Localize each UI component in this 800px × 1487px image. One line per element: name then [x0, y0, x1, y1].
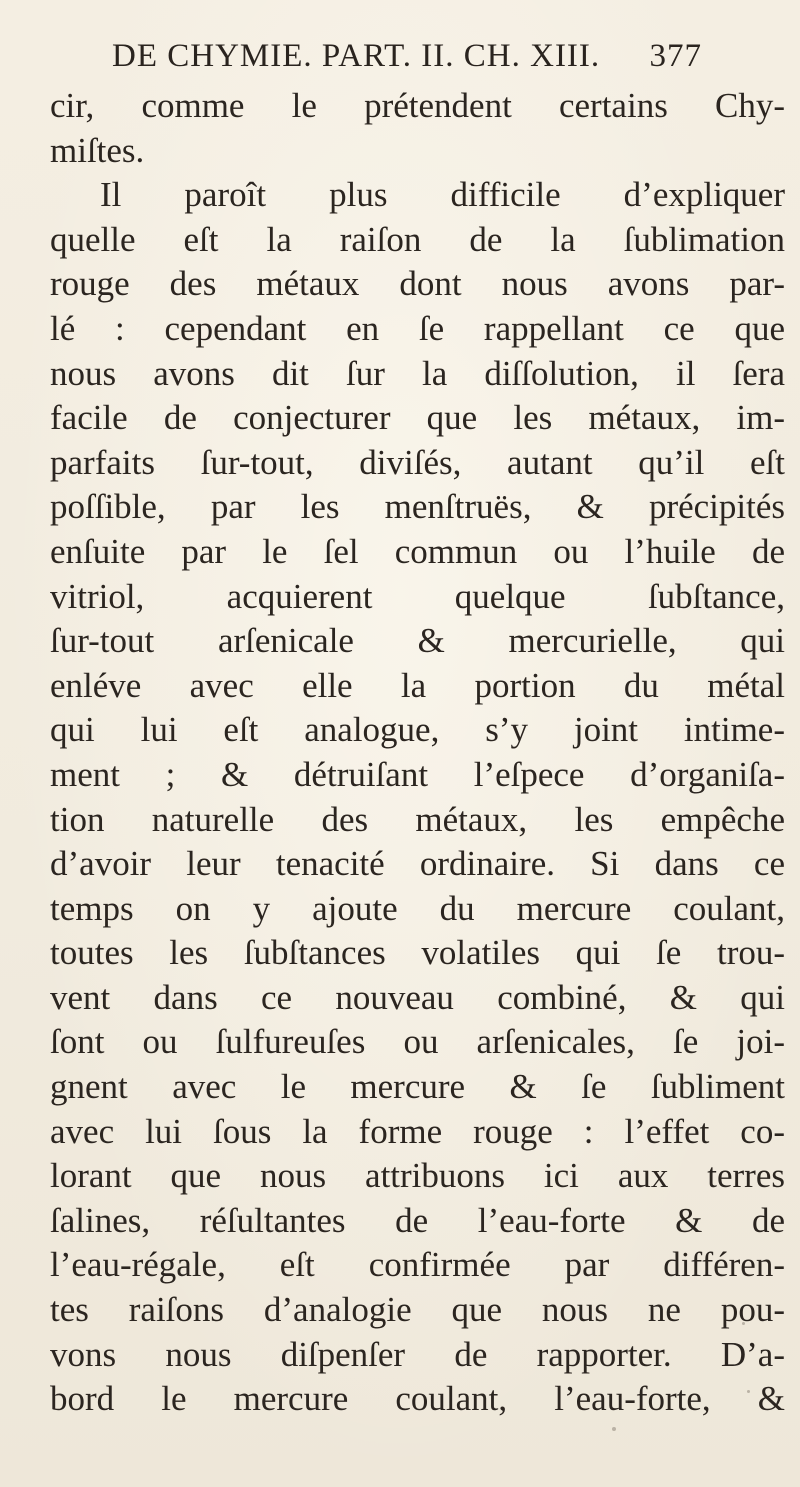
page-number: 377 [649, 38, 702, 74]
page-header [112, 38, 702, 82]
body-text [50, 84, 785, 1422]
text-line: lorant que nous attribuons ici aux terres [50, 1156, 785, 1196]
text-line: d’avoir leur tenacité ordinaire. Si dans ce [50, 844, 785, 884]
text-line: ſalines, réſultantes de l’eau-forte & de [50, 1200, 785, 1240]
text-line: nous avons dit ſur la diſſolution, il ſera [50, 353, 785, 393]
text-line: parfaits ſur-tout, diviſés, autant qu’il eſt [50, 442, 785, 482]
text-line: ſont ou ſulfureuſes ou arſenicales, ſe joi- [50, 1022, 785, 1062]
text-line: toutes les ſubſtances volatiles qui ſe trou- [50, 933, 785, 973]
text-line: avec lui ſous la forme rouge : l’effet co- [50, 1111, 785, 1151]
text-line: vitriol, acquierent quelque ſubſtance, [50, 576, 785, 616]
ink-speck [612, 1427, 616, 1431]
text-line: vons nous diſpenſer de rapporter. D’a- [50, 1334, 785, 1374]
text-line: lé : cependant en ſe rappellant ce que [50, 308, 785, 348]
text-line: poſſible, par les menſtruës, & précipités [50, 487, 785, 527]
text-line: quelle eſt la raiſon de la ſublimation [50, 219, 785, 259]
text-line: l’eau-régale, eſt confirmée par différen- [50, 1245, 785, 1285]
text-line: qui lui eſt analogue, s’y joint intime- [50, 710, 785, 750]
text-line: tion naturelle des métaux, les empêche [50, 799, 785, 839]
text-line: cir, comme le prétendent certains Chy- [50, 86, 785, 125]
text-line: rouge des métaux dont nous avons par- [50, 264, 785, 304]
text-line: miſtes. [50, 130, 145, 170]
running-title: DE CHYMIE. PART. II. CH. XIII. [112, 38, 601, 74]
text-line: bord le mercure coulant, l’eau-forte, & [50, 1379, 785, 1419]
text-line: temps on y ajoute du mercure coulant, [50, 888, 785, 928]
text-line: tes raiſons d’analogie que nous ne pou- [50, 1290, 785, 1330]
ink-speck [747, 1390, 750, 1393]
text-line: enſuite par le ſel commun ou l’huile de [50, 531, 785, 571]
text-line: ment ; & détruiſant l’eſpece d’organiſa- [50, 754, 785, 794]
text-line: Il paroît plus difficile d’expliquer [100, 175, 785, 215]
ink-speck [742, 1322, 745, 1325]
text-line: vent dans ce nouveau combiné, & qui [50, 977, 785, 1017]
text-line: gnent avec le mercure & ſe ſubliment [50, 1067, 785, 1107]
text-line: facile de conjecturer que les métaux, im- [50, 398, 785, 438]
text-line: enléve avec elle la portion du métal [50, 665, 785, 705]
text-line: ſur-tout arſenicale & mercurielle, qui [50, 621, 785, 661]
